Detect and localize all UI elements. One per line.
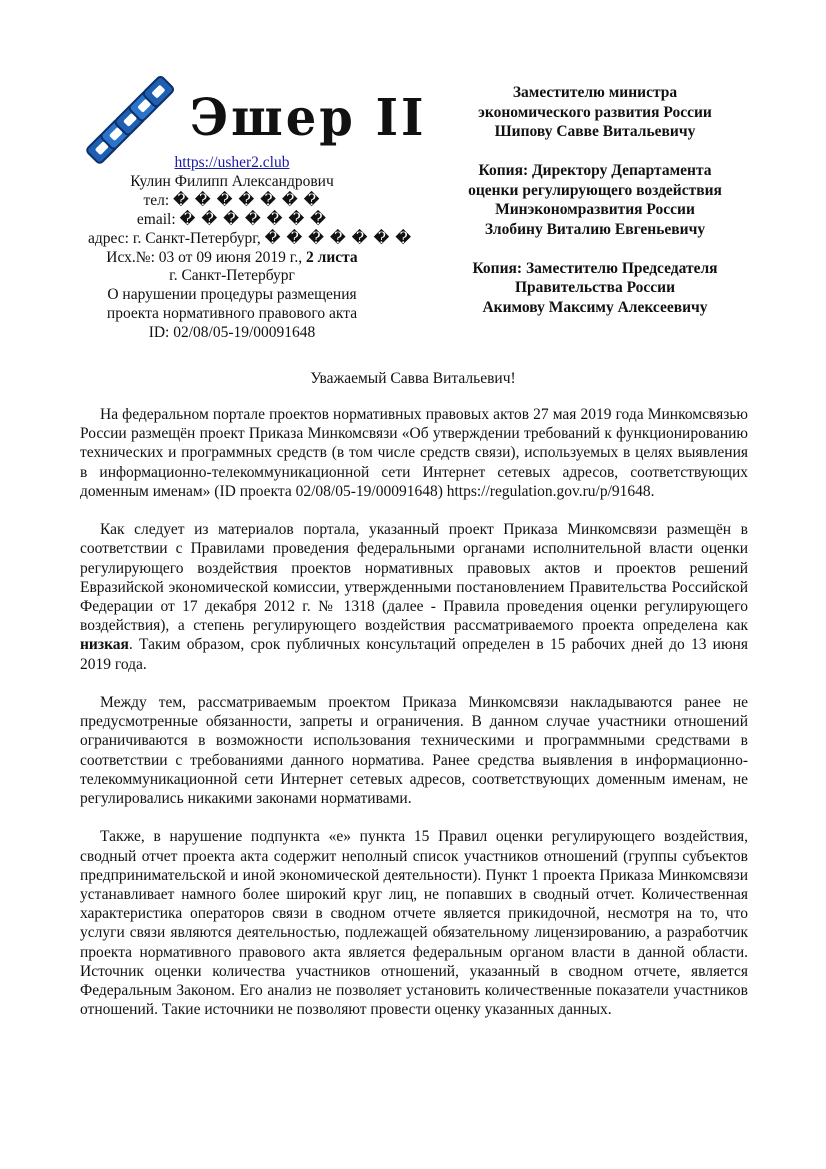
paragraph-1: На федеральном портале проектов нормативных правовых актов 27 мая 2019 года Минкомсвязью России размещён проект Приказа Минкомсвязи «Об утверждении требований к функционированию технических и программных средств (в том числе средств связи), используемых в целях выявления в информационно-телекоммуникационной сети Интернет сетевых адресов, соответствующих доменным именам» (ID проекта 02/08/05-19/00091648) https://regulation.gov.ru/p/91648.	[80, 406, 748, 500]
paragraph-4: Также, в нарушение подпункта «е» пункта 15 Правил оценки регулирующего воздействия, сводный отчет проекта акта содержит неполный список участников отношений (группы субъектов предпринимательской и иной экономической деятельности). Пункт 1 проекта Приказа Минкомсвязи устанавливает намного более широкий круг лиц, не попавших в сводный отчет. Количественная характеристика операторов связи в сводном отчете является прикидочной, несмотря на то, что услуги связи являются деятельностью, подлежащей обязательному лицензированию, а разработчик проекта нормативного правового акта является федеральным органом власти в данной области. Источник оценки количества участников отношений, указанный в сводном отчете, является Федеральным Законом. Его анализ не позволяет установить количественные показатели участников отношений. Такие источники не позволяют провести оценку указанных данных.	[80, 828, 748, 1019]
impact-level: низкая	[80, 636, 129, 654]
project-id: ID: 02/08/05-19/00091648	[148, 324, 316, 342]
recipient-line: Шипову Савве Витальевичу	[494, 123, 696, 140]
paragraph-3: Между тем, рассматриваемым проектом Приказа Минкомсвязи накладываются ранее не предусмотренные обязанности, запреты и ограничения. В данном случае участники отношений ограничиваются в возможности использования техническими и программными средствами в соответствии с требованиями данного норматива. Ранее средства выявления в информационно-телекоммуникационной сети Интернет сетевых адресов, соответствующих доменным именам, не регулировались никакими законами нормативами.	[80, 694, 748, 808]
recipient-line: экономического развития России	[478, 103, 712, 121]
recipient-line: Злобину Виталию Евгеньевичу	[484, 220, 706, 238]
recipient-line: Копия: Заместителю Председателя	[472, 259, 718, 277]
sender-email: email: � � � � � � �	[136, 210, 328, 228]
recipient-line: Минэкономразвития России	[495, 201, 695, 218]
recipient-line: Копия: Директору Департамента	[478, 162, 712, 179]
greeting: Уважаемый Савва Витальевич!	[310, 370, 516, 387]
recipient-line: Правительства России	[514, 279, 676, 296]
sender-address: адрес: г. Санкт-Петербург, � � � � � � �	[88, 229, 413, 247]
recipient-line: Акимову Максиму Алексеевичу	[482, 298, 708, 316]
subject-line-1: О нарушении процедуры размещения	[107, 286, 357, 304]
sender-phone: тел: � � � � � � �	[143, 191, 321, 209]
recipient-primary	[440, 83, 750, 142]
sender-name: Кулин Филипп Александрович	[130, 172, 334, 190]
recipient-line: Заместителю министра	[512, 84, 678, 101]
site-link[interactable]: https://usher2.club	[174, 154, 290, 171]
recipient-line: оценки регулирующего воздействия	[468, 181, 722, 199]
subject-line-2: проекта нормативного правового акта	[106, 305, 358, 323]
letter-body	[80, 405, 748, 1039]
brand-title: Эшер II	[190, 88, 427, 148]
sender-block	[88, 154, 413, 343]
recipient-copy-2	[440, 259, 750, 318]
sender-city: г. Санкт-Петербург	[169, 267, 295, 285]
recipients-block	[440, 83, 750, 337]
paragraph-2: Как следует из материалов портала, указанный проект Приказа Минкомсвязи размещён в соответствии с Правилами проведения федеральными органами исполнительной власти оценки регулирующего воздействия проектов нормативных правовых актов и проектов решений Евразийской экономической комиссии, утвержденными постановлением Правительства Российской Федерации от 17 декабря 2012 г. № 1318 (далее - Правила проведения оценки регулирующего воздействия), а степень регулирующего воздействия рассматриваемого проекта определена как низкая. Таким образом, срок публичных консультаций определен в 15 рабочих дней до 13 июня 2019 года.	[80, 521, 748, 673]
recipient-copy-1	[440, 161, 750, 239]
outgoing-reference: Исх.№: 03 от 09 июня 2019 г., 2 листа	[106, 248, 358, 266]
